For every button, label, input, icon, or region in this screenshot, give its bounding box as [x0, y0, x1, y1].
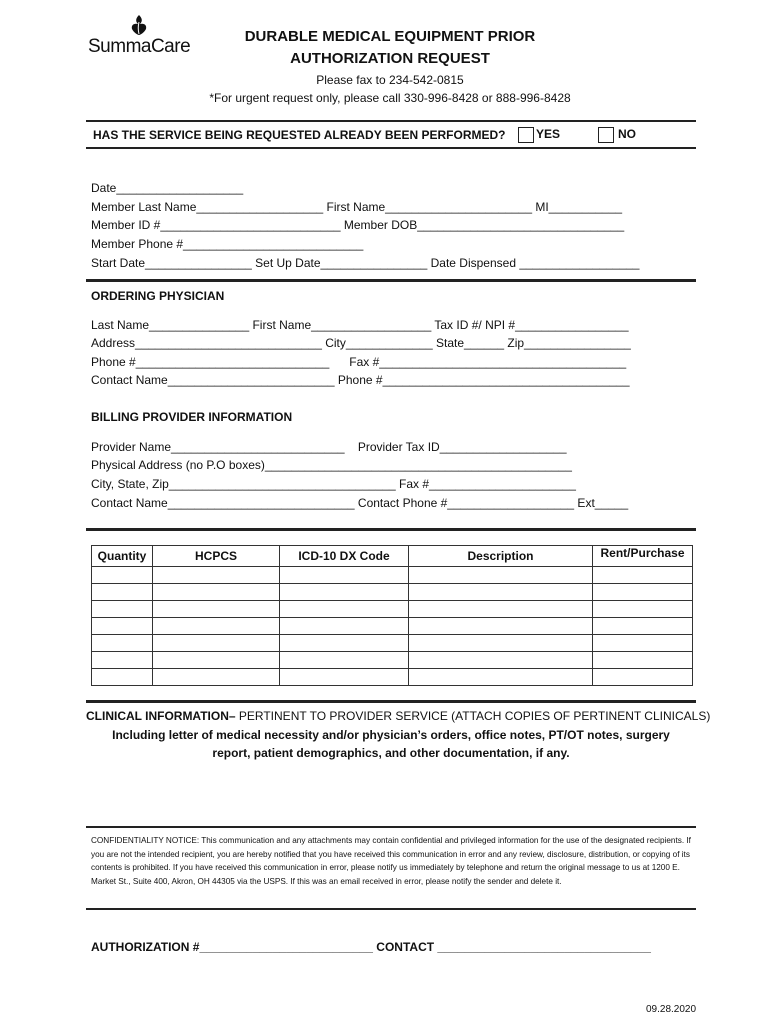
- table-cell[interactable]: [92, 652, 153, 669]
- form-title-line1: DURABLE MEDICAL EQUIPMENT PRIOR: [244, 28, 536, 45]
- table-cell[interactable]: [280, 635, 409, 652]
- confidentiality-notice: CONFIDENTIALITY NOTICE: This communication and any attachments may contain confidential and privileged information for the use of the designated recipients. If you are not the intended recipient, you are hereby notified that you have received this communication in error and any review, disclosure, distribution, or copying of its contents is prohibited. If you have received this communication in error, please notify us immediately by telephone and return the original message to us at 1200 E. Market St., Suite 400, Akron, OH 44305 via the USPS. If this was an email received in error, please notify the sender and delete it.: [91, 836, 691, 886]
- table-cell[interactable]: [593, 601, 693, 618]
- col-description: Description: [409, 546, 593, 567]
- clinical-info-line3: report, patient demographics, and other documentation, if any.: [212, 746, 570, 760]
- logo-wordmark: SummaCare: [88, 36, 191, 57]
- physician-contact-fields[interactable]: Contact Name_________________________ Phone #_____________________________________: [91, 373, 630, 387]
- performed-no-label: NO: [618, 127, 636, 141]
- form-revision-date: 09.28.2020: [646, 1004, 697, 1015]
- divider: [86, 908, 696, 910]
- table-cell[interactable]: [153, 618, 280, 635]
- provider-name-taxid-fields[interactable]: Provider Name__________________________ Provider Tax ID___________________: [91, 440, 567, 454]
- physician-address-fields[interactable]: Address____________________________ City_____________ State______ Zip________________: [91, 336, 631, 350]
- physician-name-npi-fields[interactable]: Last Name_______________ First Name__________________ Tax ID #/ NPI #_________________: [91, 318, 629, 332]
- divider: [86, 826, 696, 828]
- service-dates-fields[interactable]: Start Date________________ Set Up Date________________ Date Dispensed __________________: [91, 256, 640, 270]
- divider: [86, 528, 696, 531]
- performed-question: HAS THE SERVICE BEING REQUESTED ALREADY BEEN PERFORMED?: [93, 128, 506, 142]
- equipment-table: [91, 545, 693, 686]
- table-row: [92, 601, 693, 618]
- table-cell[interactable]: [593, 618, 693, 635]
- table-cell[interactable]: [409, 635, 593, 652]
- clinical-info-instruction: PERTINENT TO PROVIDER SERVICE (ATTACH COPIES OF PERTINENT CLINICALS): [235, 709, 711, 723]
- table-row: [92, 584, 693, 601]
- col-quantity: Quantity: [92, 546, 153, 567]
- col-rent-purchase: Rent/Purchase: [593, 546, 693, 567]
- provider-city-fax-fields[interactable]: City, State, Zip__________________________________ Fax #______________________: [91, 477, 576, 491]
- clinical-info-lead: CLINICAL INFORMATION–: [86, 709, 236, 723]
- table-row: [92, 618, 693, 635]
- table-cell[interactable]: [409, 567, 593, 584]
- table-cell[interactable]: [409, 618, 593, 635]
- table-cell[interactable]: [92, 618, 153, 635]
- provider-contact-fields[interactable]: Contact Name____________________________ Contact Phone #___________________ Ext_____: [91, 496, 629, 510]
- table-row: [92, 635, 693, 652]
- table-cell[interactable]: [92, 584, 153, 601]
- performed-yes-label: YES: [536, 127, 561, 141]
- table-cell[interactable]: [593, 652, 693, 669]
- table-row: [92, 669, 693, 686]
- table-row: [92, 652, 693, 669]
- table-cell[interactable]: [92, 601, 153, 618]
- billing-provider-heading: BILLING PROVIDER INFORMATION: [91, 410, 293, 424]
- table-cell[interactable]: [409, 601, 593, 618]
- table-cell[interactable]: [153, 669, 280, 686]
- table-cell[interactable]: [409, 669, 593, 686]
- table-cell[interactable]: [409, 584, 593, 601]
- table-cell[interactable]: [92, 669, 153, 686]
- table-cell[interactable]: [280, 567, 409, 584]
- clinical-info-line1: [86, 709, 711, 723]
- table-cell[interactable]: [280, 652, 409, 669]
- table-cell[interactable]: [409, 652, 593, 669]
- urgent-instruction: *For urgent request only, please call 330-996-8428 or 888-996-8428: [209, 91, 571, 105]
- table-cell[interactable]: [153, 635, 280, 652]
- authorization-contact-fields[interactable]: AUTHORIZATION #__________________________ CONTACT ________________________________: [91, 940, 651, 954]
- clinical-info-line2: Including letter of medical necessity and/or physician’s orders, office notes, PT/OT notes, surgery: [112, 728, 670, 742]
- table-header-row: [92, 546, 693, 567]
- table-cell[interactable]: [593, 669, 693, 686]
- member-id-dob-fields[interactable]: Member ID #___________________________ Member DOB_______________________________: [91, 218, 625, 232]
- table-cell[interactable]: [280, 584, 409, 601]
- ordering-physician-heading: ORDERING PHYSICIAN: [91, 289, 225, 303]
- table-cell[interactable]: [593, 584, 693, 601]
- table-row: [92, 567, 693, 584]
- member-phone-field[interactable]: Member Phone #___________________________: [91, 237, 364, 251]
- table-cell[interactable]: [593, 635, 693, 652]
- table-cell[interactable]: [153, 652, 280, 669]
- divider: [86, 700, 696, 703]
- member-name-fields[interactable]: Member Last Name___________________ First Name______________________ MI___________: [91, 200, 623, 214]
- table-cell[interactable]: [280, 618, 409, 635]
- table-cell[interactable]: [92, 635, 153, 652]
- table-cell[interactable]: [153, 567, 280, 584]
- form-title-line2: AUTHORIZATION REQUEST: [290, 50, 490, 67]
- summacare-logo-mark-icon: [126, 14, 152, 36]
- performed-yes-checkbox[interactable]: [518, 127, 534, 143]
- table-cell[interactable]: [153, 584, 280, 601]
- equipment-table-body: [92, 567, 693, 686]
- col-icd10: ICD-10 DX Code: [280, 546, 409, 567]
- col-hcpcs: HCPCS: [153, 546, 280, 567]
- table-cell[interactable]: [280, 601, 409, 618]
- divider: [86, 279, 696, 282]
- divider: [86, 120, 696, 122]
- performed-no-checkbox[interactable]: [598, 127, 614, 143]
- divider: [86, 147, 696, 149]
- table-cell[interactable]: [92, 567, 153, 584]
- physician-phone-fax-fields[interactable]: Phone #_____________________________ Fax #_____________________________________: [91, 355, 627, 369]
- table-cell[interactable]: [280, 669, 409, 686]
- table-cell[interactable]: [593, 567, 693, 584]
- provider-address-field[interactable]: Physical Address (no P.O boxes)______________________________________________: [91, 458, 572, 472]
- table-cell[interactable]: [153, 601, 280, 618]
- date-field[interactable]: Date___________________: [91, 181, 244, 195]
- fax-instruction: Please fax to 234-542-0815: [316, 73, 464, 87]
